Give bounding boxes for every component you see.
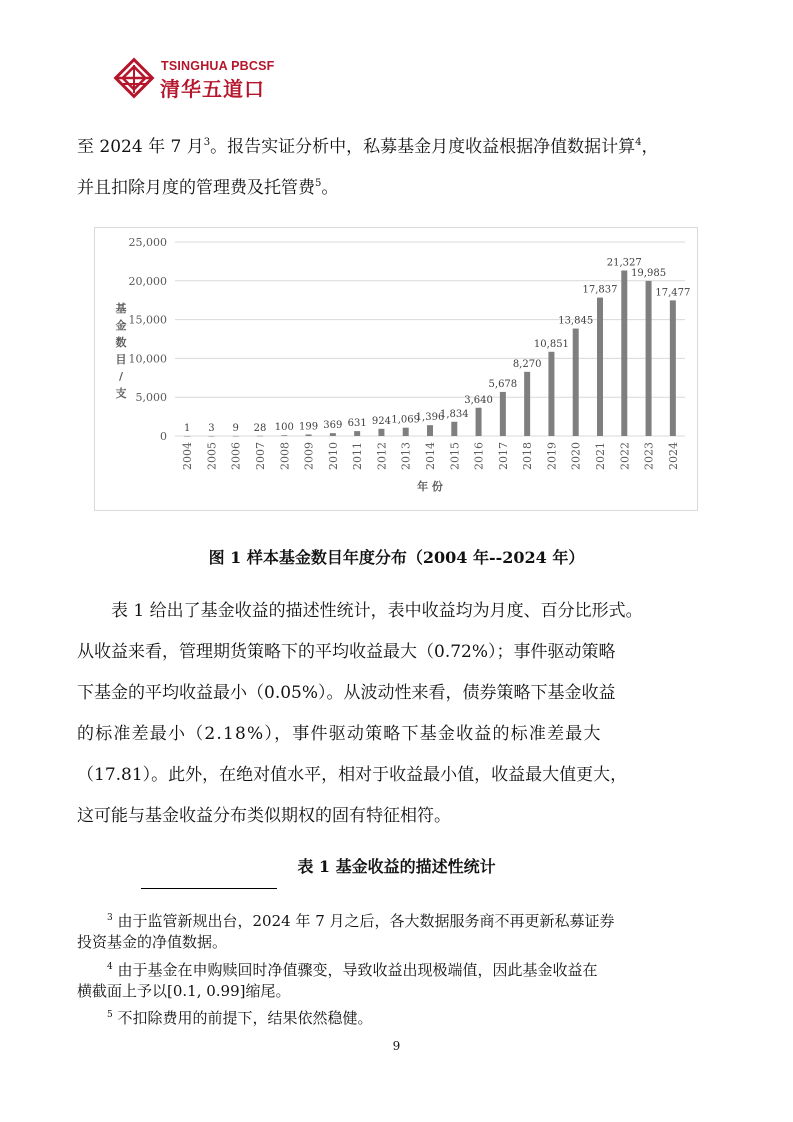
body-paragraph-line: 至 2024 年 7 月$^3$。报告实证分析中，私募基金月度收益根据净值数据计算$^4$， <box>77 137 659 157</box>
x-tick-label: 2019 <box>545 442 559 470</box>
body-paragraph-line: 表 1 给出了基金收益的描述性统计，表中收益均为月度、百分比形式。 <box>111 601 643 621</box>
footnote-ref: 3 <box>203 137 211 148</box>
bar <box>330 433 336 436</box>
data-label: 8,270 <box>512 358 542 370</box>
chart-frame <box>94 227 698 511</box>
y-axis-label-char: / <box>118 370 124 383</box>
logo-emblem-icon <box>113 57 157 101</box>
bar <box>306 434 312 436</box>
data-label: 924 <box>371 415 391 427</box>
x-tick-label: 2009 <box>302 442 316 470</box>
x-tick-label: 2012 <box>375 442 389 470</box>
x-tick-label: 2020 <box>569 442 583 470</box>
x-tick-label: 2023 <box>642 442 656 470</box>
data-label: 1 <box>183 422 191 434</box>
data-label: 17,477 <box>655 287 691 299</box>
y-tick-label: 20,000 <box>128 274 167 288</box>
data-label: 369 <box>323 420 343 432</box>
body-paragraph-line: 并且扣除月度的管理费及托管费$^5$。 <box>77 178 339 198</box>
y-tick-label: 10,000 <box>128 352 167 366</box>
body-paragraph-line: 这可能与基金收益分布类似期权的固有特征相符。 <box>77 806 451 826</box>
footnote-divider <box>141 888 277 889</box>
data-label: 5,678 <box>488 378 518 390</box>
bar <box>281 435 287 436</box>
y-axis-label-char: 支 <box>115 387 127 400</box>
logo-chinese-text: 清华五道口 <box>160 77 265 101</box>
bar <box>427 425 433 436</box>
bar <box>597 298 603 436</box>
x-tick-label: 2017 <box>496 442 510 470</box>
data-label: 10,851 <box>533 338 569 350</box>
data-label: 3,640 <box>464 394 493 406</box>
x-tick-label: 2016 <box>472 442 486 470</box>
y-axis-label-char: 基 <box>115 302 127 315</box>
bar <box>208 436 214 437</box>
bar <box>451 422 457 436</box>
y-axis-label-char: 金 <box>115 319 127 332</box>
bar <box>257 436 263 437</box>
bar <box>354 431 360 436</box>
body-paragraph-line: 下基金的平均收益最小（0.05%）。从波动性来看，债券策略下基金收益 <box>77 683 616 703</box>
page-number: 9 <box>392 1039 401 1053</box>
body-paragraph-line: 的标准差最小（2.18%），事件驱动策略下基金收益的标准差最大 <box>77 724 602 744</box>
footnote-5: $^5$ 不扣除费用的前提下，结果依然稳健。 <box>107 1009 373 1027</box>
x-tick-label: 2024 <box>666 442 680 470</box>
data-label: 199 <box>299 421 319 433</box>
x-tick-label: 2018 <box>521 442 535 470</box>
data-label: 1,069 <box>391 414 421 426</box>
x-tick-label: 2015 <box>448 442 462 470</box>
x-tick-label: 2022 <box>618 442 632 470</box>
table-caption: 表 1 基金收益的描述性统计 <box>297 857 496 876</box>
x-tick-label: 2005 <box>205 442 219 470</box>
x-tick-label: 2008 <box>278 442 292 470</box>
data-label: 3 <box>208 422 215 434</box>
y-axis-label-char: 目 <box>115 353 127 366</box>
data-label: 19,985 <box>631 267 667 279</box>
body-paragraph-line: （17.81）。此外，在绝对值水平，相对于收益最小值，收益最大值更大， <box>77 765 628 785</box>
fund-count-bar-chart <box>95 228 697 510</box>
y-tick-label: 25,000 <box>128 236 167 249</box>
body-paragraph-line: 从收益来看，管理期货策略下的平均收益最大（0.72%）；事件驱动策略 <box>77 642 616 662</box>
x-tick-label: 2014 <box>424 442 437 470</box>
bar <box>524 372 530 436</box>
x-tick-label: 2021 <box>594 442 607 470</box>
footnote-3-continued: 投资基金的净值数据。 <box>77 933 228 951</box>
x-tick-label: 2013 <box>399 442 413 470</box>
bar <box>184 436 190 437</box>
bar <box>548 352 554 436</box>
data-label: 21,327 <box>606 257 642 269</box>
data-label: 1,396 <box>415 412 445 424</box>
x-tick-label: 2011 <box>351 442 365 470</box>
footnote-ref: 5 <box>315 178 322 189</box>
y-axis-label-char: 数 <box>115 336 127 349</box>
bar <box>670 300 676 436</box>
bar <box>621 271 627 436</box>
footnote-4-continued: 横截面上予以[0.1, 0.99]缩尾。 <box>77 982 291 1000</box>
bar <box>573 329 579 436</box>
x-tick-label: 2007 <box>254 442 267 470</box>
tsinghua-pbcsf-logo <box>113 57 293 101</box>
bar <box>476 408 482 436</box>
x-tick-label: 2006 <box>229 442 243 470</box>
x-tick-label: 2010 <box>326 442 340 470</box>
bar <box>378 429 384 436</box>
bar <box>403 428 409 436</box>
data-label: 13,845 <box>558 315 594 327</box>
y-tick-label: 0 <box>160 430 167 443</box>
footnote-ref: 4 <box>635 137 642 148</box>
logo-english-text: TSINGHUA PBCSF <box>161 59 275 73</box>
data-label: 100 <box>274 422 294 434</box>
y-tick-label: 15,000 <box>128 313 167 327</box>
x-axis-label: 年 份 <box>417 480 443 493</box>
data-label: 17,837 <box>582 284 618 296</box>
bar <box>233 436 239 437</box>
figure-caption: 图 1 样本基金数目年度分布（2004 年--2024 年） <box>208 548 585 567</box>
bar <box>500 392 506 436</box>
y-tick-label: 5,000 <box>135 391 167 405</box>
data-label: 28 <box>253 422 267 434</box>
x-tick-label: 2004 <box>181 442 195 470</box>
footnote-4: $^4$ 由于基金在申购赎回时净值骤变，导致收益出现极端值，因此基金收益在 <box>107 961 598 979</box>
footnote-3: $^3$ 由于监管新规出台，2024 年 7 月之后，各大数据服务商不再更新私募证券 <box>107 912 615 930</box>
data-label: 1,834 <box>439 408 469 420</box>
data-label: 631 <box>347 418 367 430</box>
bar <box>646 281 652 436</box>
data-label: 9 <box>232 422 239 434</box>
